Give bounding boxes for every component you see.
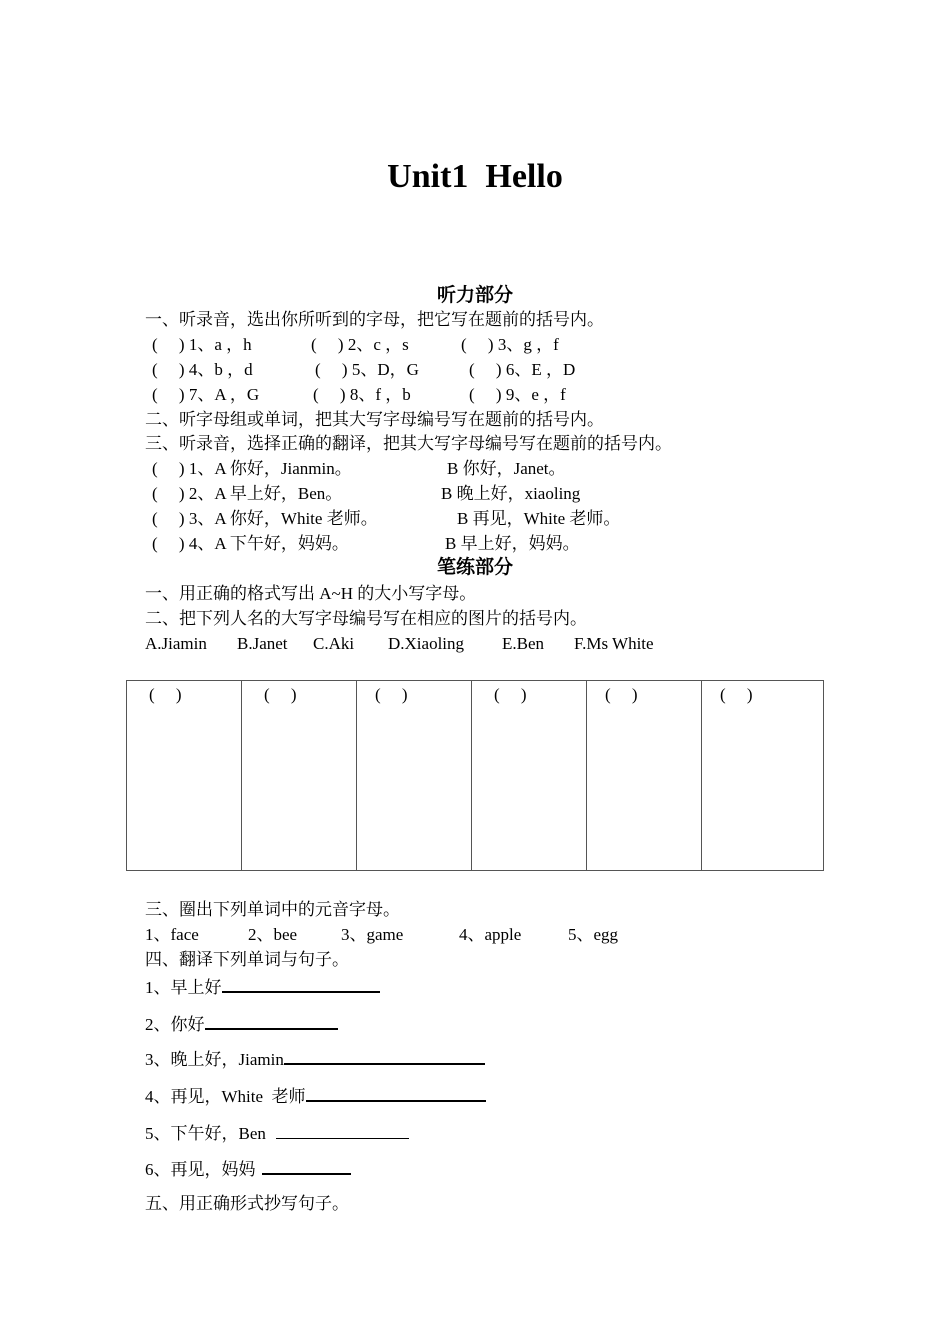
picture-cell	[242, 681, 357, 871]
listening-q2-instruction: 二、听字母组或单词，把其大写字母编号写在题前的括号内。	[145, 410, 604, 429]
q1-item-1: ( ) 1、a ，h	[152, 335, 252, 354]
q3-item-2-b: B 晚上好，xiaoling	[441, 484, 581, 503]
page-title: Unit1 Hello	[387, 158, 563, 195]
listening-heading: 听力部分	[436, 284, 513, 306]
answer-bracket[interactable]: ( )	[494, 685, 527, 704]
q1-item-9: ( ) 9、e ，f	[469, 385, 566, 404]
listening-q3-instruction: 三、听录音，选择正确的翻译，把其大写字母编号写在题前的括号内。	[145, 434, 672, 453]
picture-cell	[472, 681, 587, 871]
name-option: E.Ben	[502, 634, 545, 653]
vowel-word: 2、bee	[248, 925, 298, 944]
q1-item-8: ( ) 8、f ，b	[313, 385, 411, 404]
answer-bracket[interactable]: ( )	[375, 685, 408, 704]
translate-prompt: 1、早上好	[145, 978, 222, 997]
name-option: D.Xiaoling	[388, 634, 465, 653]
answer-bracket[interactable]: ( )	[149, 685, 182, 704]
name-option: F.Ms White	[574, 634, 654, 653]
q3-item-3-b: B 再见，White 老师。	[457, 509, 621, 528]
answer-bracket[interactable]: ( )	[720, 685, 753, 704]
vowel-word: 4、apple	[459, 925, 522, 944]
answer-line[interactable]	[222, 975, 380, 993]
q3-item-4-b: B 早上好，妈妈。	[445, 534, 580, 553]
picture-cell	[702, 681, 824, 871]
q1-item-4: ( ) 4、b ，d	[152, 360, 253, 379]
translate-prompt: 6、再见，妈妈	[145, 1160, 256, 1179]
translate-item	[145, 1122, 409, 1144]
q1-item-5: ( ) 5、D，G	[315, 360, 419, 379]
vowel-word: 1、face	[145, 925, 199, 944]
q3-item-4-a: ( ) 4、A 下午好，妈妈。	[152, 534, 349, 553]
answer-bracket[interactable]: ( )	[264, 685, 297, 704]
q3-item-2-a: ( ) 2、A 早上好，Ben。	[152, 484, 343, 503]
q1-item-7: ( ) 7、A ，G	[152, 385, 260, 404]
q1-item-2: ( ) 2、c ，s	[311, 335, 409, 354]
q1-item-3: ( ) 3、g ，f	[461, 335, 559, 354]
q3-item-1-a: ( ) 1、A 你好，Jianmin。	[152, 459, 352, 478]
writing-heading: 笔练部分	[436, 556, 513, 578]
name-option: A.Jiamin	[145, 634, 207, 653]
translate-item	[145, 1157, 351, 1180]
translate-prompt: 4、再见，White 老师	[145, 1087, 306, 1106]
name-option: C.Aki	[313, 634, 355, 653]
listening-q1-instruction: 一、听录音，选出你所听到的字母，把它写在题前的括号内。	[145, 310, 604, 329]
name-option: B.Janet	[237, 634, 288, 653]
translate-item	[145, 1047, 485, 1070]
picture-cell	[127, 681, 242, 871]
writing-q1-instruction: 一、用正确的格式写出 A~H 的大小写字母。	[145, 584, 477, 603]
writing-q2-instruction: 二、把下列人名的大写字母编号写在相应的图片的括号内。	[145, 609, 587, 628]
picture-answer-table	[126, 680, 824, 871]
answer-line[interactable]	[262, 1157, 351, 1175]
answer-line[interactable]	[205, 1012, 338, 1030]
translate-item	[145, 1012, 338, 1035]
q3-item-1-b: B 你好，Janet。	[447, 459, 566, 478]
q3-item-3-a: ( ) 3、A 你好，White 老师。	[152, 509, 378, 528]
writing-q3-instruction: 三、圈出下列单词中的元音字母。	[145, 900, 400, 919]
translate-prompt: 5、下午好，Ben	[145, 1124, 266, 1143]
writing-q4-instruction: 四、翻译下列单词与句子。	[145, 950, 349, 969]
answer-line[interactable]	[284, 1047, 485, 1065]
vowel-word: 3、game	[341, 925, 404, 944]
answer-line[interactable]	[306, 1084, 486, 1102]
translate-prompt: 2、你好	[145, 1015, 205, 1034]
q1-item-6: ( ) 6、E ，D	[469, 360, 576, 379]
answer-bracket[interactable]: ( )	[605, 685, 638, 704]
translate-item	[145, 975, 380, 998]
picture-cell	[357, 681, 472, 871]
writing-q5-instruction: 五、用正确形式抄写句子。	[145, 1194, 349, 1213]
answer-line[interactable]	[276, 1122, 409, 1139]
picture-cell	[587, 681, 702, 871]
translate-item	[145, 1084, 486, 1107]
vowel-word: 5、egg	[568, 925, 619, 944]
translate-prompt: 3、晚上好，Jiamin	[145, 1050, 284, 1069]
